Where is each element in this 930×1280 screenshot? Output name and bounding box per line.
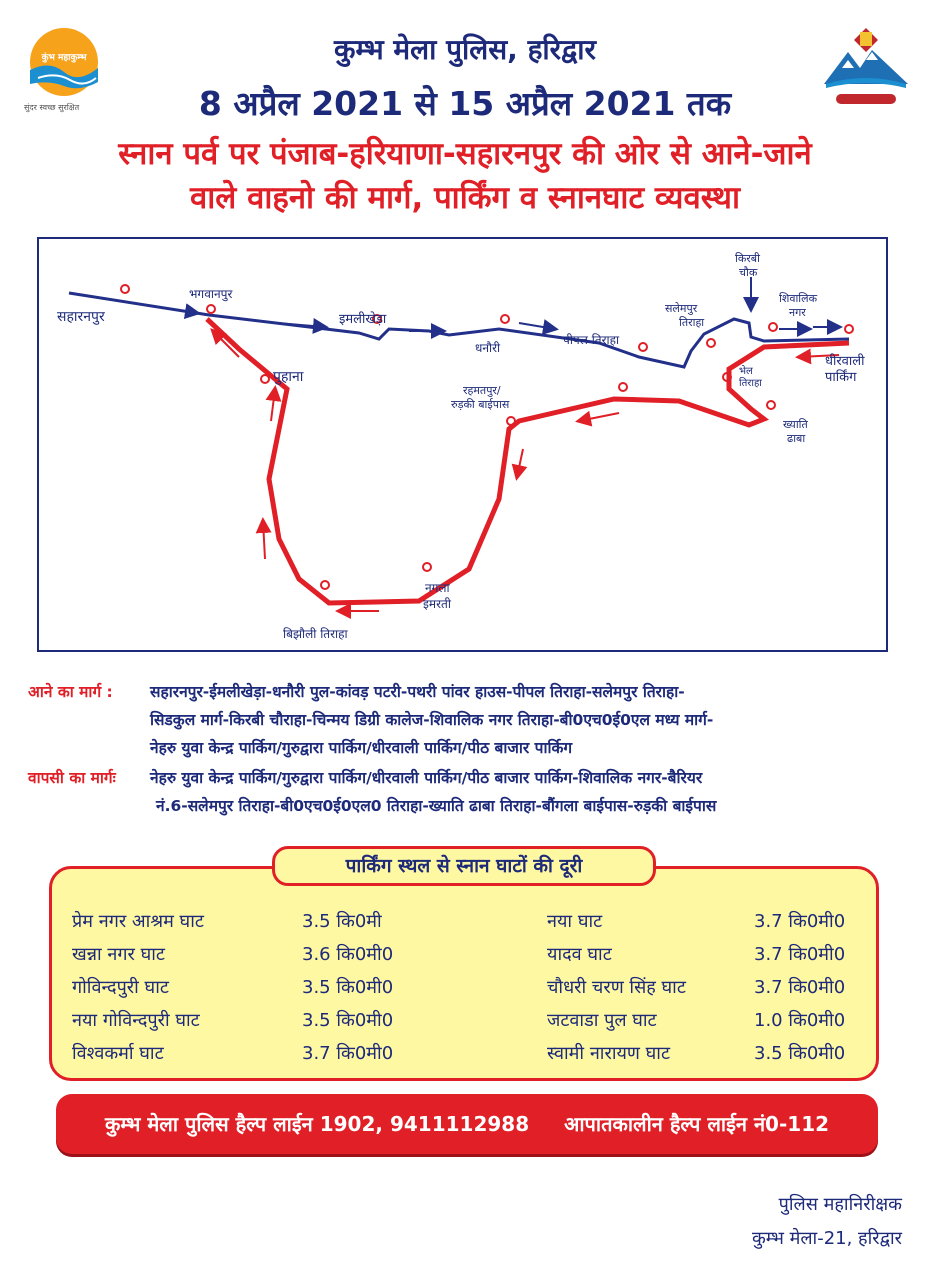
ghat-name: नया घाट (547, 911, 603, 932)
map-label-rahmatpur-1: रहमतपुर/ (463, 384, 501, 397)
map-pin-icon (767, 401, 775, 409)
map-label-puhana: पुहाना (273, 369, 304, 385)
return-route-label: वापसी का मार्गः (28, 769, 116, 787)
map-pin-icon (501, 315, 509, 323)
map-label-bhel-1: भेल (739, 366, 753, 377)
map-label-shivalik-1: शिवालिक (779, 292, 818, 305)
map-label-dhanauri: धनौरी (475, 341, 501, 355)
incoming-route-label: आने का मार्ग : (28, 683, 113, 701)
emergency-helpline: आपातकालीन हैल्प लाईन नं0-112 (564, 1112, 830, 1136)
ghat-distance: 3.7 कि0मी0 (754, 944, 846, 965)
map-pin-icon (423, 563, 431, 571)
ghat-distance: 3.6 कि0मी0 (302, 944, 394, 965)
return-arrow (579, 413, 619, 421)
distance-table-title: पार्किंग स्थल से स्नान घाटों की दूरी (272, 846, 656, 886)
map-pin-icon (121, 285, 129, 293)
map-pin-icon (207, 305, 215, 313)
ghat-distance: 3.7 कि0मी0 (754, 977, 846, 998)
helpline-banner (56, 1094, 878, 1154)
map-label-nagla-2: इमरती (423, 597, 451, 611)
map-label-kirbi-2: चौक (739, 266, 758, 279)
return-route-line (207, 319, 849, 603)
map-label-bhagwanpur: भगवानपुर (189, 287, 233, 301)
map-pin-icon (707, 339, 715, 347)
inbound-arrow (159, 307, 197, 313)
ghat-name: प्रेम नगर आश्रम घाट (72, 911, 204, 932)
signature-office: कुम्भ मेला-21, हरिद्वार (751, 1228, 902, 1249)
return-arrow (517, 449, 523, 477)
map-label-salempur-1: सलेमपुर (665, 302, 698, 315)
map-label-imlikheda: इमलीखेड़ा (339, 312, 387, 327)
map-label-kirbi-1: किरबी (735, 252, 760, 265)
incoming-route-line: सिडकुल मार्ग-किरबी चौराहा-चिन्मय डिग्री कालेज-शिवालिक नगर तिराहा-बी0एच0ई0एल मध्य मार्ग- (150, 711, 714, 729)
map-label-pipal-tiraha: पीपल तिराहा (563, 333, 620, 347)
date-range: 8 अप्रैल 2021 से 15 अप्रैल 2021 तक (198, 84, 732, 123)
page-title: कुम्भ मेला पुलिस, हरिद्वार (334, 33, 596, 66)
distance-table (49, 866, 879, 1081)
ghat-name: खन्ना नगर घाट (72, 944, 165, 965)
subtitle-line-1: स्नान पर्व पर पंजाब-हरियाणा-सहारनपुर की ओर से आने-जाने (118, 136, 812, 172)
return-arrow (263, 521, 265, 559)
ghat-distance: 3.5 कि0मी0 (302, 977, 394, 998)
map-pin-icon (619, 383, 627, 391)
return-route-line: नं.6-सलेमपुर तिराहा-बी0एच0ई0एल0 तिराहा-ख्याति ढाबा तिराहा-बौंगला बाईपास-रुड़की बाईपास (156, 797, 717, 815)
incoming-route-line: सहारनपुर-ईमलीखेड़ा-धनौरी पुल-कांवड़ पटरी-पथरी पांवर हाउस-पीपल तिराहा-सलेमपुर तिराहा- (150, 683, 685, 701)
map-label-shivalik-2: नगर (789, 306, 806, 319)
svg-text:कुंभ महाकुम्भ: कुंभ महाकुम्भ (41, 53, 87, 63)
map-label-bijhauli: बिझौली तिराहा (283, 627, 348, 641)
ghat-name: विश्वकर्मा घाट (72, 1043, 164, 1064)
ghat-name: चौधरी चरण सिंह घाट (547, 977, 686, 998)
ghat-distance: 3.7 कि0मी0 (302, 1043, 394, 1064)
map-pin-icon (507, 417, 515, 425)
signature-designation: पुलिस महानिरीक्षक (778, 1194, 902, 1215)
ghat-distance: 3.7 कि0मी0 (754, 911, 846, 932)
subtitle-line-2: वाले वाहनो की मार्ग, पार्किंग व स्नानघाट व्यवस्था (190, 180, 740, 216)
inbound-arrow (519, 323, 555, 329)
logo-tagline: सुंदर स्वच्छ सुरक्षित (24, 103, 80, 112)
ghat-distance: 1.0 कि0मी0 (754, 1010, 846, 1031)
ghat-distance: 3.5 कि0मी0 (302, 1010, 394, 1031)
map-label-bhel-2: तिराहा (739, 378, 762, 389)
map-pin-icon (845, 325, 853, 333)
incoming-route-line: नेहरु युवा केन्द्र पार्किग/गुरुद्वारा पार्किग/धीरवाली पार्किग/पीठ बाजार पार्किग (150, 739, 573, 757)
map-label-saharanpur: सहारनपुर (57, 309, 105, 325)
map-pin-icon (321, 581, 329, 589)
ghat-name: गोविन्दपुरी घाट (72, 977, 169, 998)
return-route-line: नेहरु युवा केन्द्र पार्किग/गुरुद्वारा पार्किग/धीरवाली पार्किग/पीठ बाजार पार्किग-शिवालिक नगर-बैरियर (150, 769, 703, 787)
map-label-dhirwali-1: धीरवाली (825, 354, 865, 369)
map-label-khyati-2: ढाबा (787, 432, 806, 445)
ghat-name: यादव घाट (547, 944, 612, 965)
map-pin-icon (639, 343, 647, 351)
map-label-khyati-1: ख्याति (783, 418, 808, 431)
ghat-name: जटवाडा पुल घाट (547, 1010, 657, 1031)
map-label-nagla-1: नगला (425, 581, 450, 595)
ghat-distance: 3.5 कि0मी (302, 911, 382, 932)
map-pin-icon (769, 323, 777, 331)
map-label-salempur-2: तिराहा (679, 316, 705, 329)
ghat-name: नया गोविन्दपुरी घाट (72, 1010, 200, 1031)
map-pin-icon (261, 375, 269, 383)
return-arrow (271, 389, 275, 421)
route-map (37, 237, 888, 652)
ghat-name: स्वामी नारायण घाट (547, 1043, 671, 1064)
ghat-distance: 3.5 कि0मी0 (754, 1043, 846, 1064)
map-label-dhirwali-2: पार्किंग (825, 370, 857, 385)
police-helpline: कुम्भ मेला पुलिस हैल्प लाईन 1902, 9411112988 (104, 1112, 530, 1136)
inbound-route-line (69, 293, 849, 367)
map-label-rahmatpur-2: रुड़की बाईपास (451, 398, 510, 411)
